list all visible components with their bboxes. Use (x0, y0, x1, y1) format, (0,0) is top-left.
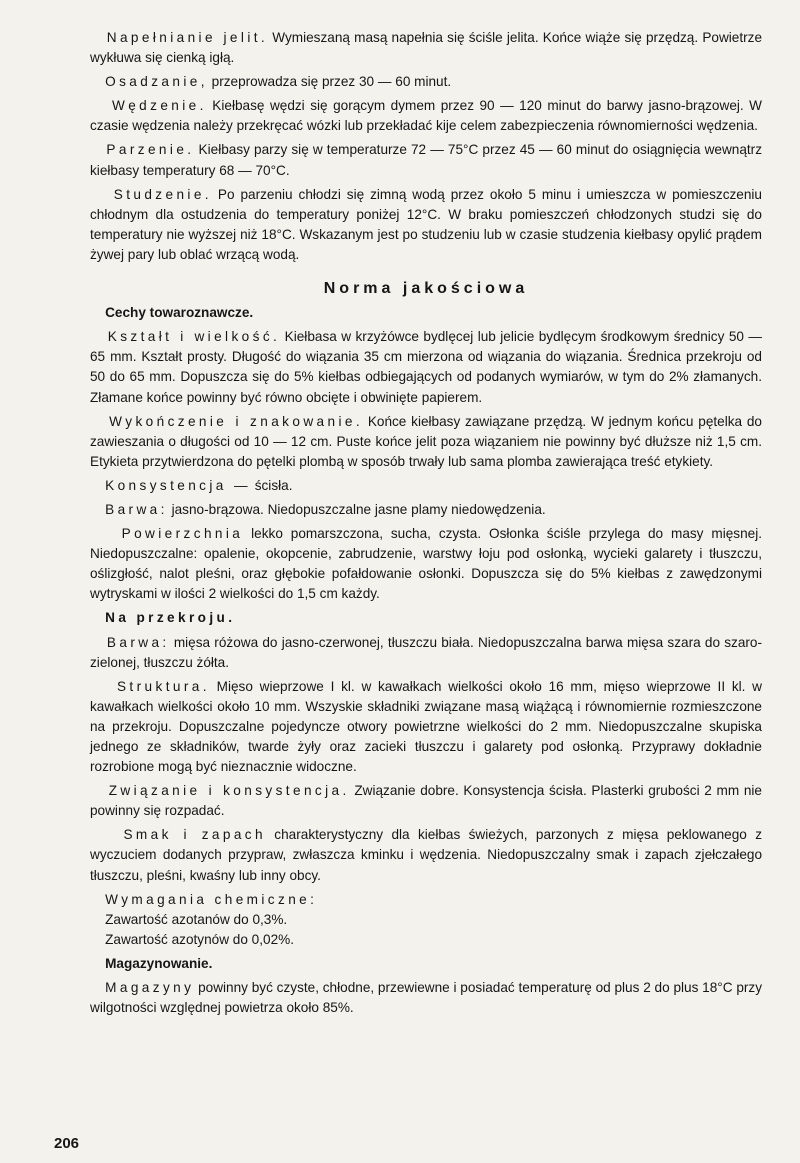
chem-azotyny: Zawartość azotynów do 0,02%. (105, 931, 295, 947)
label-ksztalt: Kształt i wielkość. (107, 329, 281, 345)
subheading-chemiczne: Wymagania chemiczne: (105, 891, 318, 907)
page-number: 206 (54, 1135, 80, 1152)
chem-azotany: Zawartość azotanów do 0,3%. (105, 911, 288, 927)
subheading-magazynowanie: Magazynowanie. (105, 955, 213, 971)
para-ksztalt: Kształt i wielkość. Kiełbasa w krzyżówce bydlęcej lub jelicie bydlęcym środkowym średnicy 50 — 65 mm. Kształt prosty. Długość do wiązania 35 cm mierzona od wiązania do wiązania. Średnica przekroju od 50 do 65 mm. Dopuszcza się do 5% kiełbas odbiegających od podanych wymiarów, w tym do 2% złamanych. Złamane końce powinny być równo obcięte i obwinięte papierem. (90, 329, 762, 405)
para-parzenie: Parzenie. Kiełbasy parzy się w temperaturze 72 — 75°C przez 45 — 60 minut do osiągnięcia wewnątrz kiełbasy temperatury 68 — 70°C. (90, 142, 762, 178)
label-osadzanie: Osadzanie, (105, 74, 208, 90)
label-struktura: Struktura. (116, 678, 210, 694)
label-magazyny: Magazyny (105, 980, 195, 996)
label-studzenie: Studzenie. (113, 186, 212, 202)
para-powierzchnia: Powierzchnia lekko pomarszczona, sucha, czysta. Osłonka ściśle przylega do masy mięsnej. Niedopuszczalne: opalenie, okopcenie, zabrudzenie, warstwy łoju pod osłonką, wycieki galarety i tłuszczu, oślizgłość, nalot pleśni, oraz głębokie pofałdowanie osłonki. Dopuszcza się do 5% kiełbas z zawędzonymi wytryskami w ilości 2 wielkości do 1,5 cm każdy. (90, 526, 762, 602)
para-struktura: Struktura. Mięso wieprzowe I kl. w kawałkach wielkości około 16 mm, mięso wieprzowe II kl. w kawałkach wielkości około 10 mm. Wszyskie składniki związane masą wiążącą i równomiernie rozmieszczone na przekroju. Dopuszczalne pojedyncze otwory powietrzne wielkości do 2 mm. Niedopuszczalne skupiska jednego ze składników, twarde żyły oraz zacieki tłuszczu i galarety pod osłonką. Przyprawy dokładnie rozrobione mogą być nieznacznie widoczne. (90, 678, 763, 775)
para-wykonczenie: Wykończenie i znakowanie. Końce kiełbasy zawiązane przędzą. W jednym końcu pętelka do zawieszania o długości od 10 — 12 cm. Puste końce jelit poza wiązaniem nie powinny być dłuższe niż 1,5 cm. Etykieta przytwierdzona do pętelki plombą w sposób trwały lub sama plomba zawierająca treść etykiety. (90, 413, 762, 469)
label-barwa-przekroj: Barwa: (106, 634, 170, 650)
para-magazyny: Magazyny powinny być czyste, chłodne, przewiewne i posiadać temperaturę od plus 2 do plus 18°C przy wilgotności względnej powietrza około 85%. (90, 980, 762, 1016)
subheading-przekroj: Na przekroju. (105, 610, 236, 626)
label-barwa: Barwa: (105, 501, 168, 517)
label-konsystencja: Konsystencja — (105, 477, 251, 493)
para-studzenie: Studzenie. Po parzeniu chłodzi się zimną wodą przez około 5 minu i umieszcza w pomieszczeniu chłodnym dla ostudzenia do temperatury poniżej 12°C. W braku pomieszczeń chłodzonych studzi się do temperatury nie wyższej niż 18°C. Wskazanym jest po studzeniu lub w czasie studzenia kiełbasy opylić prądem żywej pary lub oblać wrzącą wodą. (90, 186, 762, 262)
para-napelnianie: Napełnianie jelit. Wymieszaną masą napełnia się ściśle jelita. Końce wiąże się przędzą. Powietrze wykłuwa się cienką igłą. (90, 30, 763, 66)
label-wedzenie: Wędzenie. (111, 98, 207, 114)
label-napelnianie: Napełnianie jelit. (106, 30, 269, 45)
label-powierzchnia: Powierzchnia (121, 526, 244, 542)
para-zwiazanie: Związanie i konsystencja. Związanie dobre. Konsystencja ścisła. Plasterki grubości 2 mm nie powinny się rozpadać. (90, 783, 762, 819)
label-parzenie: Parzenie. (106, 142, 195, 158)
para-barwa-przekroj: Barwa: mięsa różowa do jasno-czerwonej, tłuszczu biała. Niedopuszczalna barwa mięsa szara do szaro-zielonej, tłuszczu żółta. (90, 634, 762, 670)
section-heading: Norma jakościowa (323, 280, 529, 298)
para-smak: Smak i zapach charakterystyczny dla kiełbas świeżych, parzonych z mięsa peklowanego z wyczuciem dodanych przypraw, zwłaszcza kminku i wędzenia. Niedopuszczalny smak i zapach zjełczałego tłuszczu, pleśni, kwaśny lub inny obcy. (90, 827, 763, 883)
subheading-cechy: Cechy towaroznawcze. (105, 305, 254, 321)
label-zwiazanie: Związanie i konsystencja. (108, 783, 350, 799)
label-wykonczenie: Wykończenie i znakowanie. (109, 413, 364, 429)
para-barwa: Barwa: jasno-brązowa. Niedopuszczalne jasne plamy niedowędzenia. (105, 501, 546, 517)
page-text (90, 28, 762, 1022)
para-wedzenie: Wędzenie. Kiełbasę wędzi się gorącym dymem przez 90 — 120 minut do barwy jasno-brązowej. W czasie wędzenia należy przekręcać wózki lub przekładać kije celem zabezpieczenia równomierności wędzenia. (90, 98, 762, 134)
label-smak: Smak i zapach (123, 827, 266, 843)
para-konsystencja: Konsystencja — ścisła. (105, 477, 293, 493)
para-osadzanie: Osadzanie, przeprowadza się przez 30 — 60 minut. (105, 74, 452, 90)
